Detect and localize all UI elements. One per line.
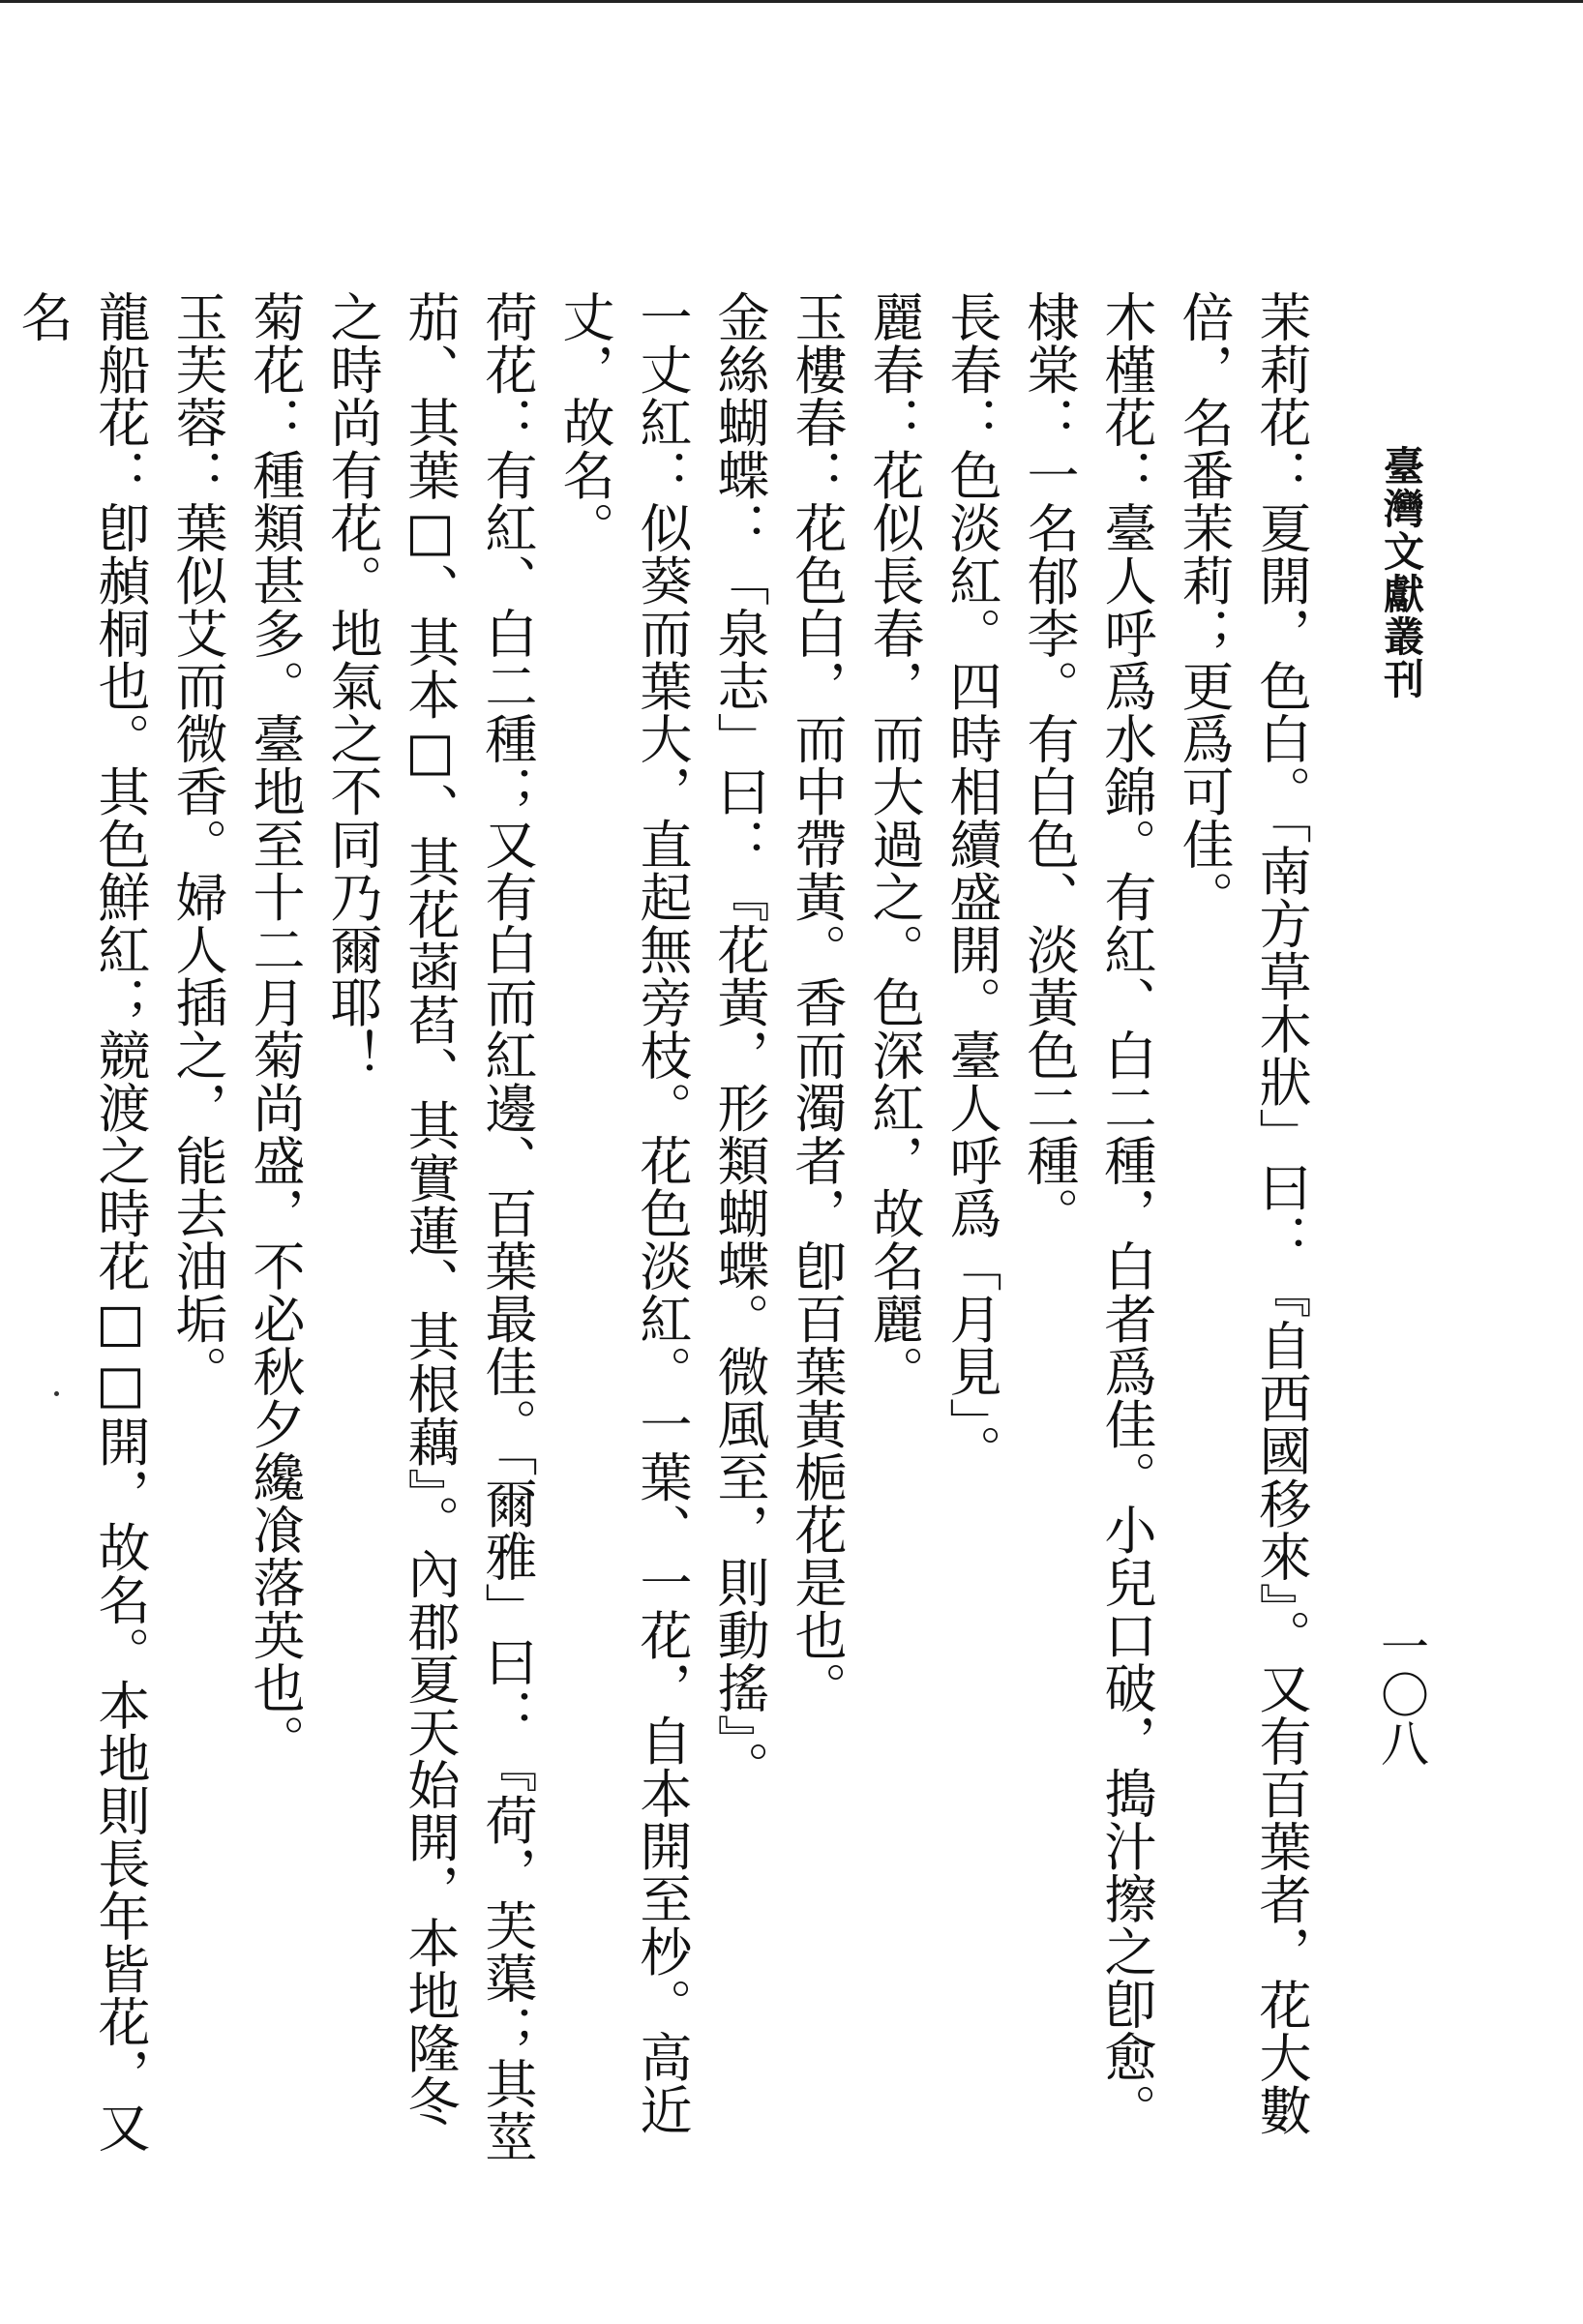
entry-yuloupchun: 玉樓春：花色白，而中帶黃。香而濁者，卽百葉黃梔花是也。 xyxy=(787,290,848,1714)
top-border-rule xyxy=(0,0,1583,3)
entry-kerria: 棣棠：一名郁李。有白色、淡黃色二種。 xyxy=(1019,290,1080,1239)
entry-lichun: 麗春：花似長春，而大過之。色深紅，故名麗。 xyxy=(864,290,925,1398)
running-head-title: 臺灣文獻叢刊 xyxy=(1378,445,1425,700)
scan-speck xyxy=(54,1391,59,1396)
entry-cotton-rose: 玉芙蓉：葉似艾而微香。婦人插之，能去油垢。 xyxy=(167,290,228,1398)
entry-dragon-boat-flower: 龍船花：卽赬桐也。其色鮮紅；競渡之時花□□開，故名。本地則長年皆花，又名 xyxy=(13,290,151,2154)
entry-lotus: 荷花：有紅、白二種；又有白而紅邊、百葉最佳。「爾雅」曰：『荷，芙蕖；其莖茄、其葉□、其本□、其花菡萏、其實蓮、其根藕』。內郡夏天始開，本地隆冬之時尚有花。地氣之不同乃爾耶！ xyxy=(322,290,538,2162)
entry-jasmine: 茉莉花：夏開，色白。「南方草木狀」曰：『自西國移來』。又有百葉者，花大數倍，名番茉莉；更爲可佳。 xyxy=(1174,290,1312,2136)
entry-hibiscus: 木槿花：臺人呼爲水錦。有紅、白二種，白者爲佳。小兒口破，搗汁擦之卽愈。 xyxy=(1096,290,1157,2136)
entry-golden-butterfly: 金絲蝴蝶：「泉志」曰：『花黃，形類蝴蝶。微風至，則動搖』。 xyxy=(709,290,770,1794)
entry-changchun: 長春：色淡紅。四時相續盛開。臺人呼爲「月見」。 xyxy=(941,290,1002,1477)
vertical-text-body xyxy=(13,290,1320,2167)
entry-hollyhock: 一丈紅：似葵而葉大，直起無旁枝。花色淡紅。一葉、一花，自本開至杪。高近丈，故名。 xyxy=(554,290,693,2136)
page-number: 一〇八 xyxy=(1373,1622,1429,1767)
entry-chrysanthemum: 菊花：種類甚多。臺地至十二月菊尚盛，不必秋夕纔飡落英也。 xyxy=(245,290,306,1767)
